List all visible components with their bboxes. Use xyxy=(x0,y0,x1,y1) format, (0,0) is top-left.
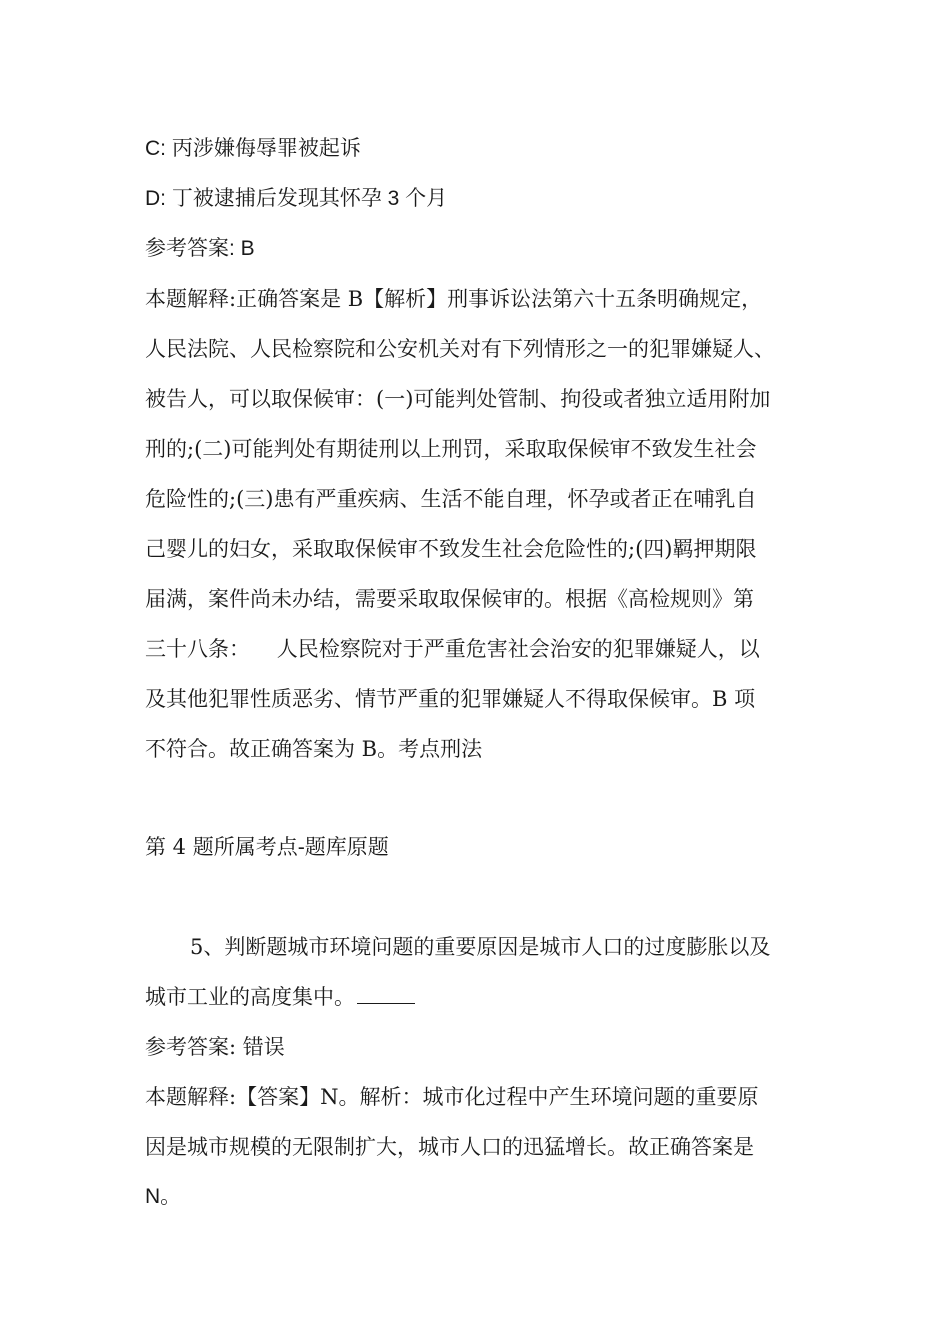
explanation-q3-line-2: 人民法院、人民检察院和公安机关对有下列情形之一的犯罪嫌疑人、 xyxy=(145,337,775,361)
answer-q5: 参考答案: 错误 xyxy=(145,1035,285,1059)
explanation-q3-line-6: 己婴儿的妇女，采取取保候审不致发生社会危险性的;(四)羁押期限 xyxy=(145,537,757,561)
question-5-line-2-text: 城市工业的高度集中。 xyxy=(145,985,355,1009)
q4-topic-heading: 第 4 题所属考点-题库原题 xyxy=(145,835,389,859)
answer-blank xyxy=(357,985,415,1004)
explanation-q3-line-4: 刑的;(二)可能判处有期徒刑以上刑罚，采取取保候审不致发生社会 xyxy=(145,437,757,461)
explanation-q3-line-9: 及其他犯罪性质恶劣、情节严重的犯罪嫌疑人不得取保候审。B 项 xyxy=(145,687,756,711)
explanation-q3-line-8: 三十八条： 人民检察院对于严重危害社会治安的犯罪嫌疑人，以 xyxy=(145,637,760,661)
explanation-q5-line-1: 本题解释:【答案】N。解析：城市化过程中产生环境问题的重要原 xyxy=(145,1085,759,1109)
explanation-q3-line-10: 不符合。故正确答案为 B。考点刑法 xyxy=(145,737,483,761)
explanation-q3-line-1: 本题解释:正确答案是 B【解析】刑事诉讼法第六十五条明确规定， xyxy=(145,287,763,311)
option-c: C: 丙涉嫌侮辱罪被起诉 xyxy=(145,137,361,160)
explanation-q5-line-2: 因是城市规模的无限制扩大，城市人口的迅猛增长。故正确答案是 xyxy=(145,1135,754,1159)
question-5-line-1: 5、判断题城市环境问题的重要原因是城市人口的过度膨胀以及 xyxy=(190,935,771,959)
option-d: D: 丁被逮捕后发现其怀孕 3 个月 xyxy=(145,187,448,210)
explanation-q3-line-5: 危险性的;(三)患有严重疾病、生活不能自理，怀孕或者正在哺乳自 xyxy=(145,487,757,511)
answer-q3: 参考答案: B xyxy=(145,237,255,260)
explanation-q5-line-3: N。 xyxy=(145,1185,182,1208)
explanation-q3-line-7: 届满，案件尚未办结，需要采取取保候审的。根据《高检规则》第 xyxy=(145,587,754,611)
explanation-q3-line-3: 被告人，可以取保候审：(一)可能判处管制、拘役或者独立适用附加 xyxy=(145,387,771,411)
question-5-line-2 xyxy=(145,982,825,1012)
